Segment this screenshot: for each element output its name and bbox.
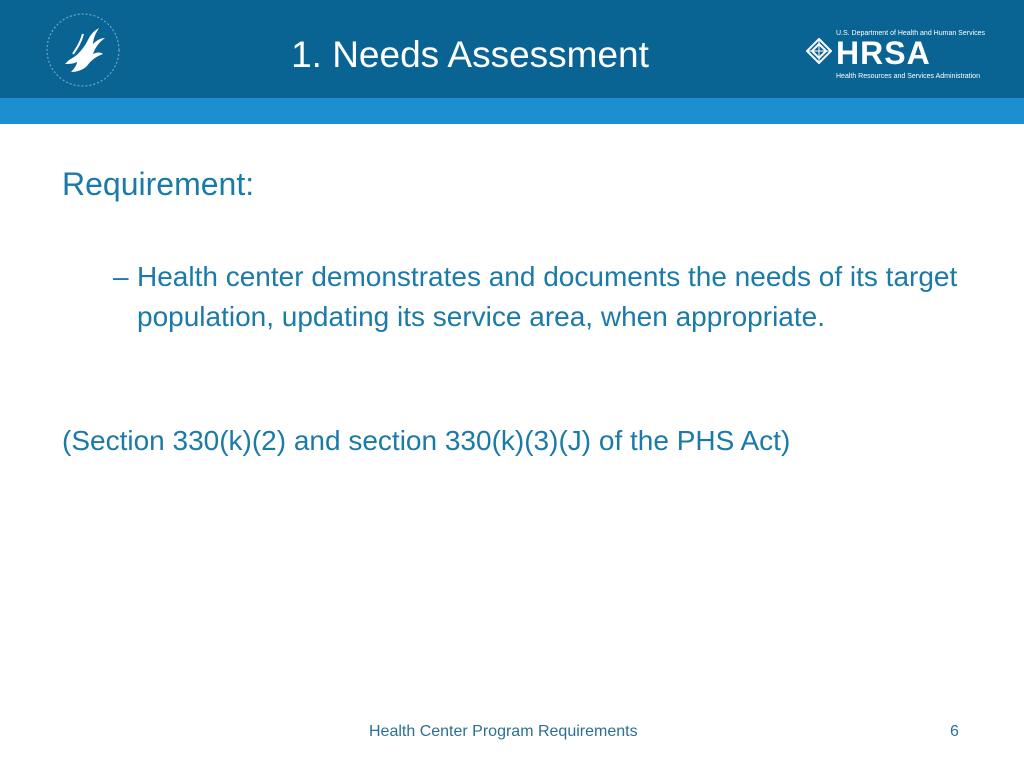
bullet-dash: – (113, 261, 129, 292)
requirement-heading: Requirement: (62, 166, 255, 202)
citation-text: (Section 330(k)(2) and section 330(k)(3)(J) of the PHS Act) (62, 425, 791, 456)
page-number: 6 (950, 723, 959, 740)
slide-title-text: 1. Needs Assessment (291, 34, 649, 75)
requirement-bullet (113, 257, 993, 337)
hrsa-logo (806, 30, 986, 86)
slide-title (0, 30, 940, 80)
header-stripe (0, 98, 1024, 124)
footer-text: Health Center Program Requirements (369, 723, 638, 740)
bullet-text: Health center demonstrates and documents the needs of its target population, updating its service area, when appropriate. (137, 261, 958, 332)
hrsa-wordmark: HRSA (836, 35, 931, 71)
header-bar (0, 0, 1024, 98)
hrsa-department-text: U.S. Department of Health and Human Services (836, 30, 986, 37)
hrsa-subtitle-text: Health Resources and Services Administration (836, 73, 980, 80)
hrsa-diamond-icon (806, 38, 832, 64)
